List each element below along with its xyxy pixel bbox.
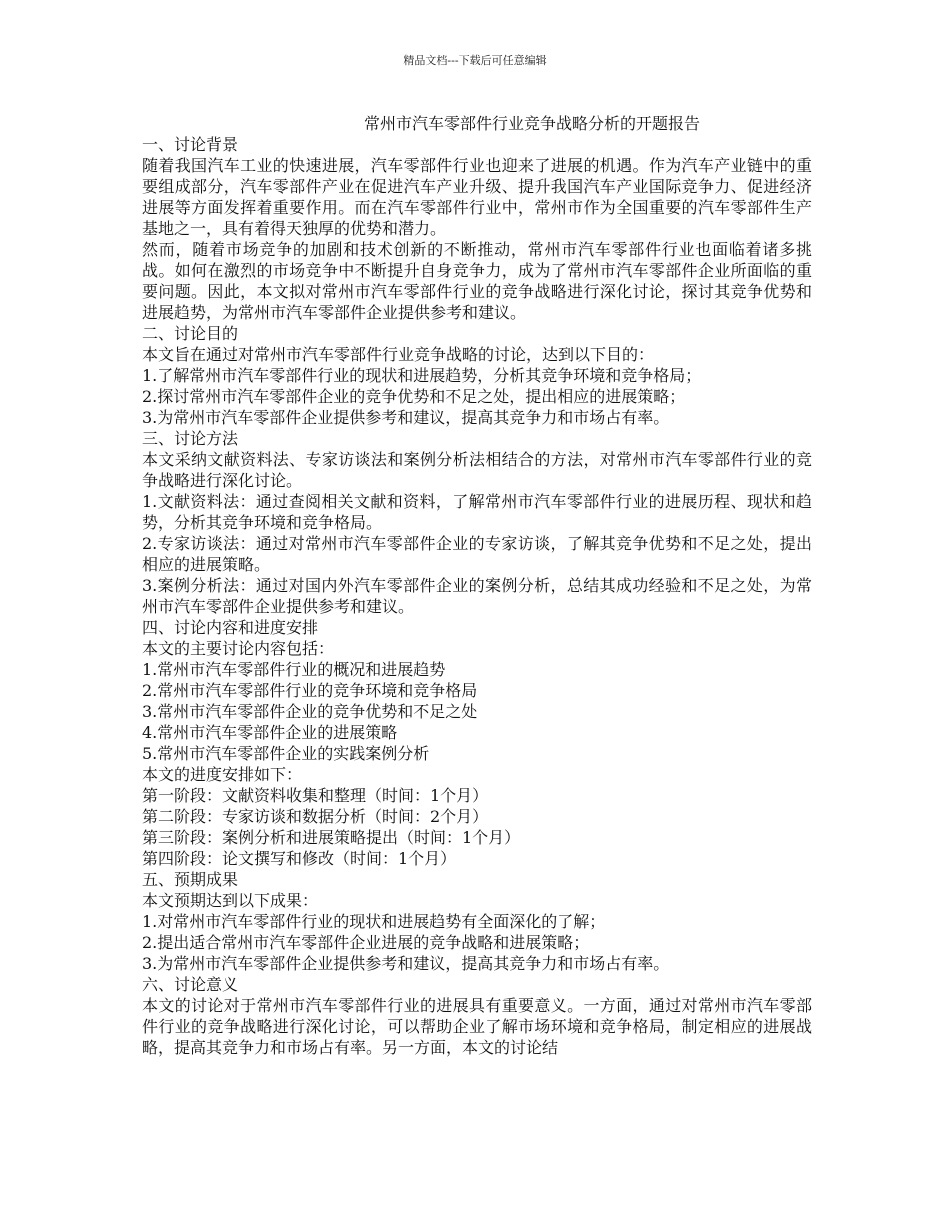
list-item: 2.探讨常州市汽车零部件企业的竞争优势和不足之处，提出相应的进展策略； xyxy=(142,387,686,406)
section-heading-expected-results: 五、预期成果 xyxy=(142,870,239,889)
schedule-item: 第一阶段：文献资料收集和整理（时间：1个月） xyxy=(142,786,489,805)
list-item: 2.常州市汽车零部件行业的竞争环境和竞争格局 xyxy=(142,681,478,700)
paragraph: 本文的讨论对于常州市汽车零部件行业的进展具有重要意义。一方面，通过对常州市汽车零部件行业的竞争战略进行深化讨论，可以帮助企业了解市场环境和竞争格局，制定相应的进展战略，提高其竞争力和市场占有率。另一方面，本文的讨论结 xyxy=(142,996,812,1057)
schedule-item: 第三阶段：案例分析和进展策略提出（时间：1个月） xyxy=(142,828,521,847)
list-item: 3.为常州市汽车零部件企业提供参考和建议，提高其竞争力和市场占有率。 xyxy=(142,954,670,973)
list-item: 1.常州市汽车零部件行业的概况和进展趋势 xyxy=(142,660,446,679)
section-heading-content-schedule: 四、讨论内容和进度安排 xyxy=(142,618,319,637)
list-item: 2.提出适合常州市汽车零部件企业进展的竞争战略和进展策略； xyxy=(142,933,590,952)
schedule-item: 第四阶段：论文撰写和修改（时间：1个月） xyxy=(142,849,457,868)
list-item: 4.常州市汽车零部件企业的进展策略 xyxy=(142,723,398,742)
section-heading-method: 三、讨论方法 xyxy=(142,429,239,448)
list-item: 2.专家访谈法：通过对常州市汽车零部件企业的专家访谈，了解其竞争优势和不足之处，提出相应的进展策略。 xyxy=(142,534,812,574)
schedule-item: 第二阶段：专家访谈和数据分析（时间：2个月） xyxy=(142,807,489,826)
list-item: 5.常州市汽车零部件企业的实践案例分析 xyxy=(142,744,430,763)
list-item: 1.文献资料法：通过查阅相关文献和资料，了解常州市汽车零部件行业的进展历程、现状和趋势，分析其竞争环境和竞争格局。 xyxy=(142,492,812,532)
paragraph: 本文预期达到以下成果： xyxy=(142,891,319,910)
list-item: 3.为常州市汽车零部件企业提供参考和建议，提高其竞争力和市场占有率。 xyxy=(142,408,670,427)
paragraph: 随着我国汽车工业的快速进展，汽车零部件行业也迎来了进展的机遇。作为汽车产业链中的重要组成部分，汽车零部件产业在促进汽车产业升级、提升我国汽车产业国际竞争力、促进经济进展等方面发挥着重要作用。而在汽车零部件行业中，常州市作为全国重要的汽车零部件生产基地之一，具有着得天独厚的优势和潜力。 xyxy=(142,156,812,238)
section-heading-significance: 六、讨论意义 xyxy=(142,975,239,994)
list-item: 3.常州市汽车零部件企业的竞争优势和不足之处 xyxy=(142,702,478,721)
document-body xyxy=(142,134,812,1058)
paragraph: 本文采纳文献资料法、专家访谈法和案例分析法相结合的方法，对常州市汽车零部件行业的竞争战略进行深化讨论。 xyxy=(142,450,812,490)
list-item: 1.对常州市汽车零部件行业的现状和进展趋势有全面深化的了解； xyxy=(142,912,606,931)
section-heading-background: 一、讨论背景 xyxy=(142,135,239,154)
paragraph: 本文的进度安排如下： xyxy=(142,765,303,784)
list-item: 3.案例分析法：通过对国内外汽车零部件企业的案例分析，总结其成功经验和不足之处，为常州市汽车零部件企业提供参考和建议。 xyxy=(142,576,812,616)
paragraph: 然而，随着市场竞争的加剧和技术创新的不断推动，常州市汽车零部件行业也面临着诸多挑战。如何在激烈的市场竞争中不断提升自身竞争力，成为了常州市汽车零部件企业所面临的重要问题。因此，本文拟对常州市汽车零部件行业的竞争战略进行深化讨论，探讨其竞争优势和进展趋势，为常州市汽车零部件企业提供参考和建议。 xyxy=(142,240,812,322)
document-title: 常州市汽车零部件行业竞争战略分析的开题报告 xyxy=(364,114,701,133)
paragraph: 本文旨在通过对常州市汽车零部件行业竞争战略的讨论，达到以下目的： xyxy=(142,345,655,364)
paragraph: 本文的主要讨论内容包括： xyxy=(142,639,335,658)
page-header: 精品文档---下载后可任意编辑 xyxy=(403,54,547,67)
section-heading-purpose: 二、讨论目的 xyxy=(142,324,239,343)
list-item: 1.了解常州市汽车零部件行业的现状和进展趋势，分析其竞争环境和竞争格局； xyxy=(142,366,702,385)
